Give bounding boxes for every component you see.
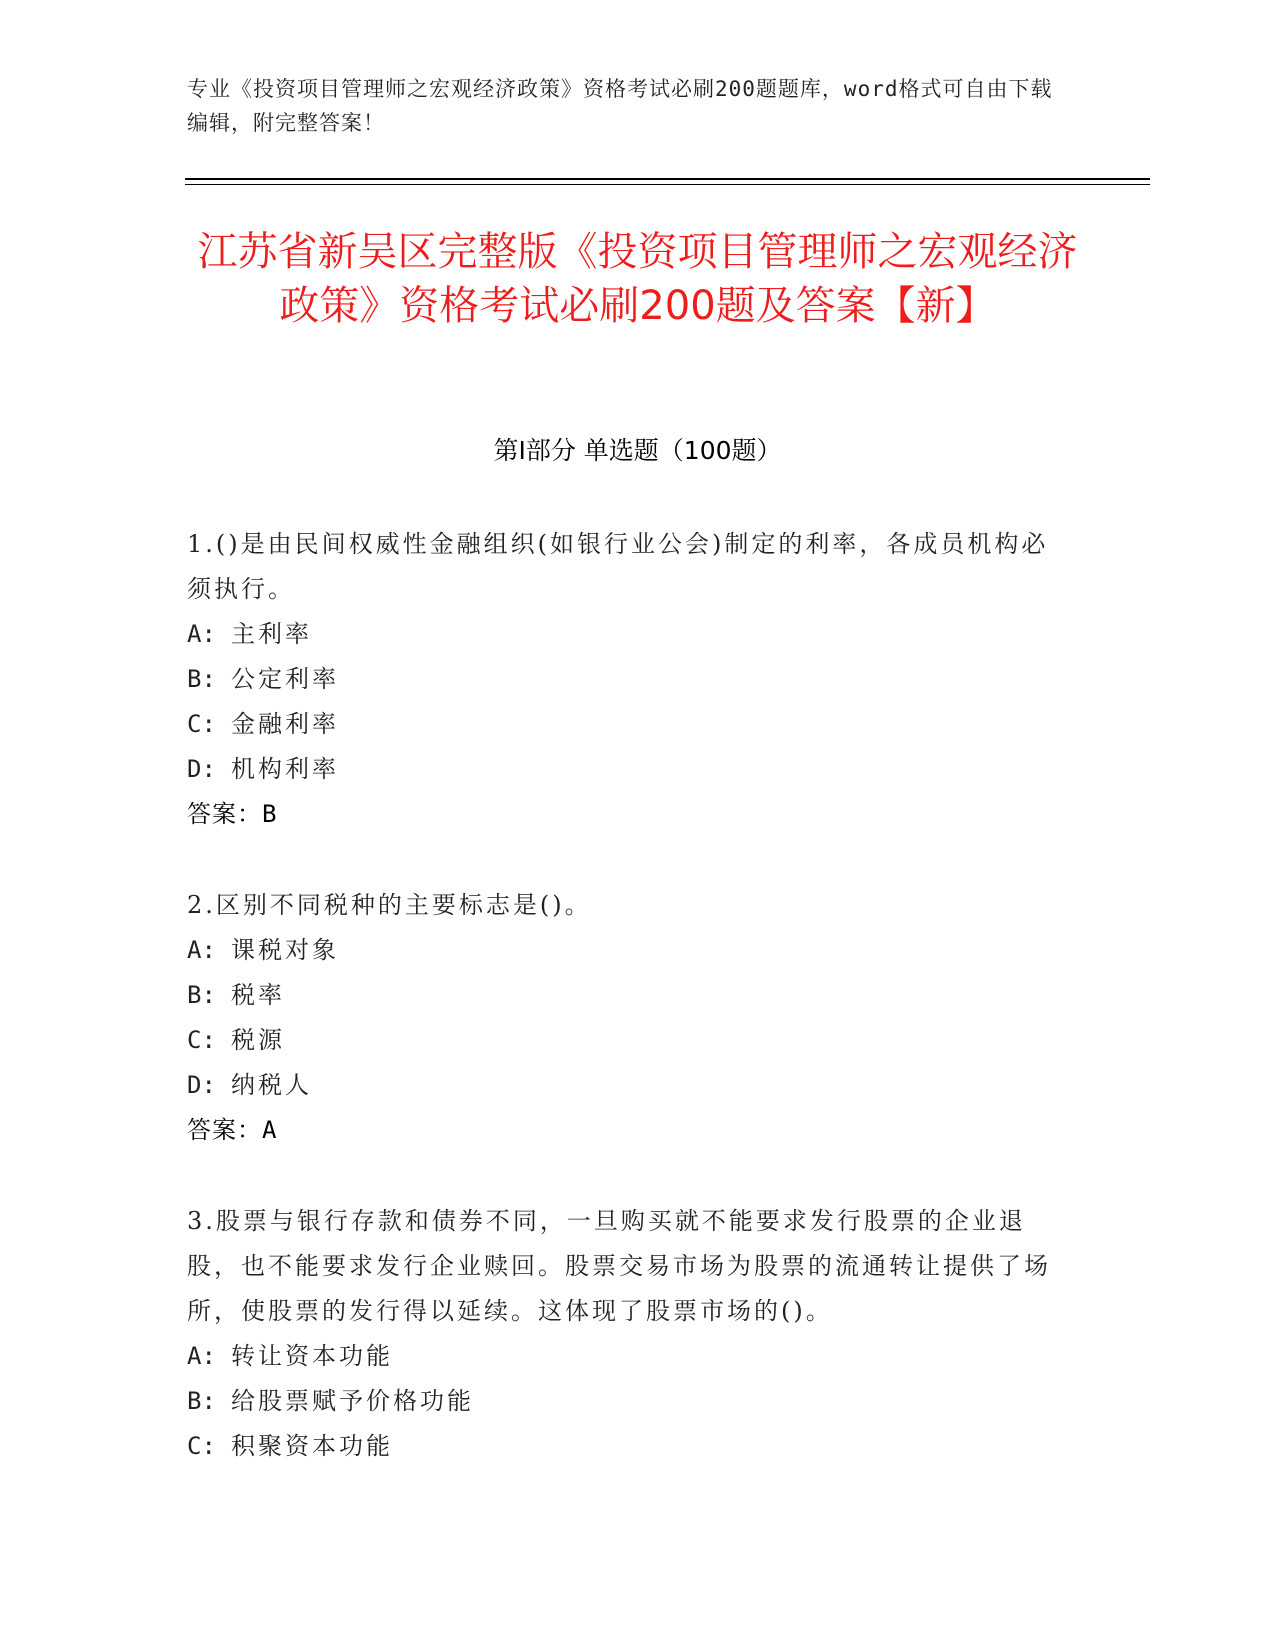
option-b [187, 657, 1067, 702]
option-c [187, 1424, 1067, 1469]
header-note: 专业《投资项目管理师之宏观经济政策》资格考试必刷200题题库，word格式可自由下载编辑，附完整答案！ [187, 77, 1053, 135]
option-text: 主利率 [231, 620, 312, 648]
option-text: 机构利率 [231, 755, 339, 783]
question-1 [187, 522, 1067, 837]
question-3 [187, 1199, 1067, 1469]
question-stem: 3.股票与银行存款和债券不同，一旦购买就不能要求发行股票的企业退股，也不能要求发行企业赎回。股票交易市场为股票的流通转让提供了场所，使股票的发行得以延续。这体现了股票市场的()。 [187, 1207, 1051, 1325]
option-d [187, 1063, 1067, 1108]
answer-value: A [262, 1116, 278, 1144]
option-key: D: [187, 1071, 216, 1099]
option-key: D: [187, 755, 216, 783]
option-key: A: [187, 936, 216, 964]
question-2 [187, 883, 1067, 1153]
option-text: 课税对象 [231, 936, 339, 964]
option-c [187, 702, 1067, 747]
option-key: B: [187, 981, 216, 1009]
answer-line [187, 792, 1067, 837]
answer-value: B [262, 800, 278, 828]
option-text: 转让资本功能 [231, 1342, 393, 1370]
header-divider-thick [185, 178, 1150, 180]
option-key: C: [187, 1026, 216, 1054]
option-text: 公定利率 [231, 665, 339, 693]
option-a [187, 1334, 1067, 1379]
option-text: 税率 [231, 981, 285, 1009]
option-text: 积聚资本功能 [231, 1432, 393, 1460]
header-divider-thin [185, 184, 1150, 185]
option-key: A: [187, 1342, 216, 1370]
answer-line [187, 1108, 1067, 1153]
option-d [187, 747, 1067, 792]
option-c [187, 1018, 1067, 1063]
option-key: A: [187, 620, 216, 648]
answer-label: 答案： [187, 800, 262, 828]
option-text: 金融利率 [231, 710, 339, 738]
question-list [187, 522, 1067, 1515]
question-stem: 2.区别不同税种的主要标志是()。 [187, 891, 592, 919]
option-text: 给股票赋予价格功能 [231, 1387, 474, 1415]
answer-label: 答案： [187, 1116, 262, 1144]
option-a [187, 928, 1067, 973]
section-heading: 第I部分 单选题（100题） [493, 436, 782, 465]
question-stem: 1.()是由民间权威性金融组织(如银行业公会)制定的利率，各成员机构必须执行。 [187, 530, 1049, 603]
option-b [187, 973, 1067, 1018]
document-title: 江苏省新吴区完整版《投资项目管理师之宏观经济政策》资格考试必刷200题及答案【新】 [197, 229, 1078, 329]
option-a [187, 612, 1067, 657]
option-key: B: [187, 1387, 216, 1415]
option-text: 纳税人 [231, 1071, 312, 1099]
option-key: C: [187, 1432, 216, 1460]
option-text: 税源 [231, 1026, 285, 1054]
option-key: B: [187, 665, 216, 693]
option-b [187, 1379, 1067, 1424]
option-key: C: [187, 710, 216, 738]
